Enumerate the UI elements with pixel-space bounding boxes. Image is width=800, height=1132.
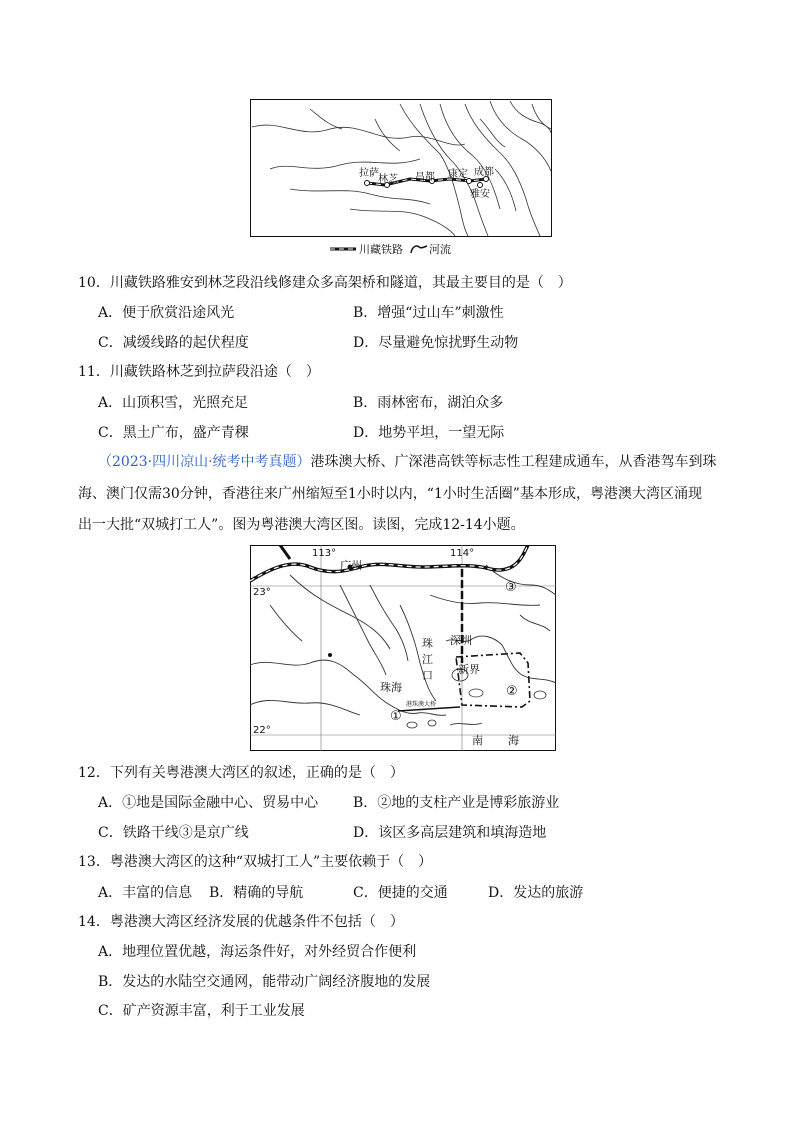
label-nanhai-1: 南 xyxy=(472,734,483,747)
label-114: 114° xyxy=(450,548,475,559)
label-lasa: 拉萨 xyxy=(359,168,379,179)
label-yaan: 雅安 xyxy=(470,189,490,200)
q13-option-c[interactable]: C．便捷的交通 xyxy=(353,885,448,901)
question-12-stem: 12．下列有关粤港澳大湾区的叙述，正确的是（ ） xyxy=(78,765,404,781)
q11-option-d[interactable]: D．地势平坦，一望无际 xyxy=(353,425,505,441)
question-11-stem: 11．川藏铁路林芝到拉萨段沿途（ ） xyxy=(78,364,320,380)
station-lasa xyxy=(365,181,370,186)
label-hzm-bridge: 港珠澳大桥 xyxy=(406,701,437,708)
label-23: 23° xyxy=(253,587,271,598)
label-kangding: 康定 xyxy=(448,169,468,180)
q14-option-a[interactable]: A．地理位置优越，海运条件好，对外经贸合作便利 xyxy=(98,944,417,960)
q14-option-c[interactable]: C．矿产资源丰富，利于工业发展 xyxy=(98,1003,305,1019)
station-yaan xyxy=(478,183,483,188)
label-chengdu: 成都 xyxy=(474,167,494,178)
q13-option-d[interactable]: D．发达的旅游 xyxy=(488,885,584,901)
label-zhujiangkou-2: 江 xyxy=(422,653,433,666)
label-zhuhai: 珠海 xyxy=(380,681,402,694)
label-nanhai-2: 海 xyxy=(508,734,519,747)
label-linzhi: 林芝 xyxy=(378,174,398,185)
q10-option-a[interactable]: A．便于欣赏沿途风光 xyxy=(98,305,235,321)
passage-line-2: 海、澳门仅需30分钟，香港往来广州缩短至1小时以内，“1小时生活圈”基本形成，粤港澳大湾区涌现 xyxy=(78,486,702,502)
greater-bay-area-map xyxy=(250,545,556,751)
q12-option-c[interactable]: C．铁路干线③是京广线 xyxy=(98,825,249,841)
question-10-stem: 10．川藏铁路雅安到林芝段沿线修建众多高架桥和隧道，其最主要目的是（ ） xyxy=(78,275,572,291)
q10-option-c[interactable]: C．减缓线路的起伏程度 xyxy=(98,335,249,351)
passage-line-1 xyxy=(98,452,717,472)
q11-option-a[interactable]: A．山顶积雪，光照充足 xyxy=(98,395,249,411)
question-14-stem: 14．粤港澳大湾区经济发展的优越条件不包括（ ） xyxy=(78,914,404,930)
marker-1: ① xyxy=(390,709,402,724)
label-22: 22° xyxy=(253,725,271,736)
q10-option-d[interactable]: D．尽量避免惊扰野生动物 xyxy=(353,335,519,351)
railway-legend-icon xyxy=(330,245,356,253)
q11-option-c[interactable]: C．黑土广布，盛产青稞 xyxy=(98,425,249,441)
sichuan-tibet-railway-map xyxy=(250,99,552,237)
marker-2: ② xyxy=(506,684,518,699)
passage-source: （2023·四川凉山·统考中考真题） xyxy=(98,454,311,470)
q13-option-a[interactable]: A．丰富的信息 xyxy=(98,885,193,901)
map1-legend xyxy=(330,241,451,257)
legend-railway-label: 川藏铁路 xyxy=(359,243,403,256)
label-zhujiangkou-1: 珠 xyxy=(422,637,433,650)
passage-line-3: 出一大批“双城打工人”。图为粤港澳大湾区图。读图，完成12-14小题。 xyxy=(78,517,525,533)
question-13-stem: 13．粤港澳大湾区的这种“双城打工人”主要依赖于（ ） xyxy=(78,854,433,870)
passage-line1-text: 港珠澳大桥、广深港高铁等标志性工程建成通车，从香港驾车到珠 xyxy=(310,454,717,470)
label-changdu: 昌都 xyxy=(415,172,435,183)
marker-3: ③ xyxy=(505,580,517,595)
q11-option-b[interactable]: B．雨林密布，湖泊众多 xyxy=(353,395,504,411)
legend-river-label: 河流 xyxy=(429,243,451,256)
q12-option-b[interactable]: B．②地的支柱产业是博彩旅游业 xyxy=(353,795,560,811)
label-guangzhou: 广州 xyxy=(340,559,362,572)
q12-option-d[interactable]: D．该区多高层建筑和填海造地 xyxy=(353,825,547,841)
label-xinjie: 新界 xyxy=(458,663,480,676)
q13-option-b[interactable]: B．精确的导航 xyxy=(209,885,304,901)
label-zhujiangkou-3: 口 xyxy=(422,669,433,682)
q14-option-b[interactable]: B．发达的水陆空交通网，能带动广阔经济腹地的发展 xyxy=(98,974,431,990)
river-legend-icon xyxy=(409,243,429,255)
q12-option-a[interactable]: A．①地是国际金融中心、贸易中心 xyxy=(98,795,319,811)
label-113: 113° xyxy=(312,548,337,559)
q10-option-b[interactable]: B．增强“过山车”刺激性 xyxy=(353,305,504,321)
label-shenzhen: 深圳 xyxy=(450,634,472,647)
